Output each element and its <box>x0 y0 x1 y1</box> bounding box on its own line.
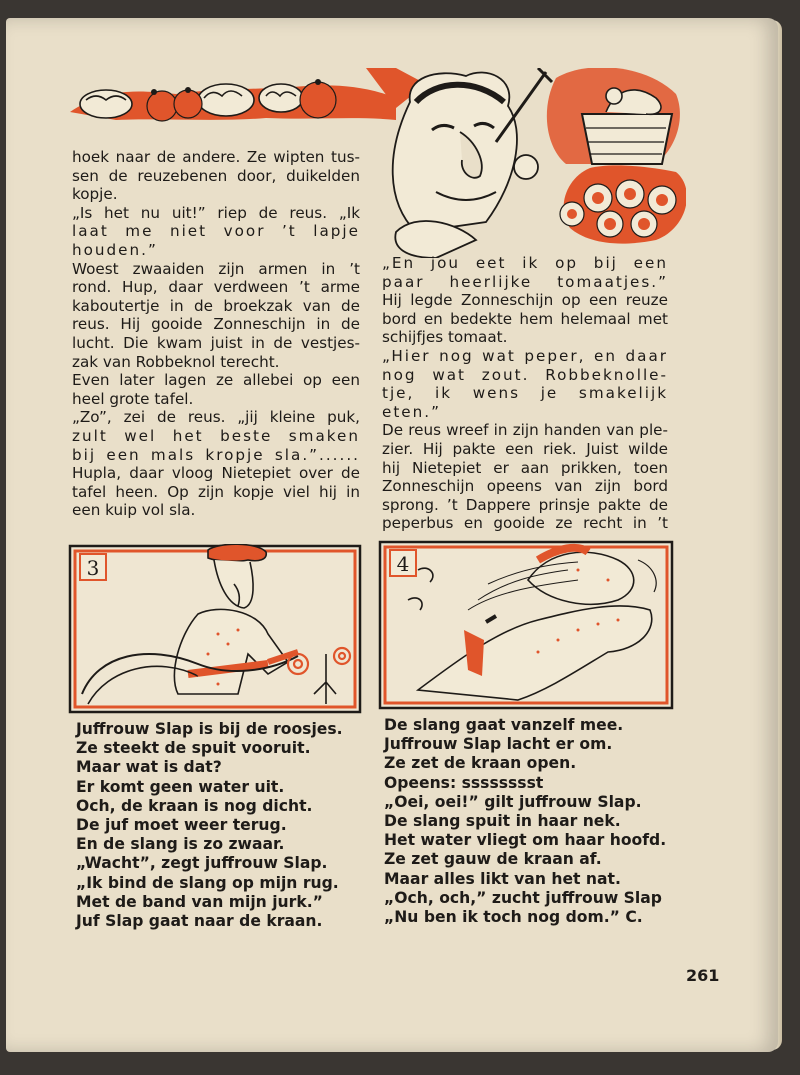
story-line: zier. Hij pakte een riek. Juist wilde <box>382 439 668 458</box>
caption-line: „Och, och,” zucht juffrouw Slap <box>384 888 662 907</box>
story-line: heel grote tafel. <box>72 389 194 408</box>
story-line: „Hier nog wat peper, en daar <box>382 346 668 365</box>
comic-panel-3 <box>68 544 362 714</box>
story-line: Woest zwaaiden zijn armen in ’t <box>72 259 360 278</box>
caption-line: Ze zet de kraan open. <box>384 754 577 773</box>
story-line: tafel heen. Op zijn kopje viel hij in <box>72 482 360 501</box>
caption-line: „Nu ben ik toch nog dom.” C. <box>384 908 643 927</box>
caption-line: Met de band van mijn jurk.” <box>76 892 323 911</box>
story-line: lucht. Die kwam juist in de vestjes- <box>72 333 360 352</box>
story-line: „Is het nu uit!” riep de reus. „Ik <box>72 203 360 222</box>
story-line: Hij legde Zonneschijn op een reuze <box>382 291 668 310</box>
story-line: nog wat zout. Robbeknolle- <box>382 365 668 384</box>
story-line: paar heerlijke tomaatjes.” <box>382 272 668 291</box>
caption-line: Och, de kraan is nog dicht. <box>76 796 313 815</box>
caption-line: Ze steekt de spuit vooruit. <box>76 739 311 758</box>
story-line: reus. Hij gooide Zonneschijn in de <box>72 315 360 334</box>
story-line: „En jou eet ik op bij een <box>382 254 668 272</box>
caption-line: Ze zet gauw de kraan af. <box>384 850 602 869</box>
caption-line: „Oei, oei!” gilt juffrouw Slap. <box>384 792 642 811</box>
story-line: kaboutertje in de broekzak van de <box>72 296 360 315</box>
caption-line: En de slang is zo zwaar. <box>76 835 285 854</box>
caption-line: Juf Slap gaat naar de kraan. <box>76 912 323 931</box>
story-line: schijfjes tomaat. <box>382 328 508 347</box>
story-line: Zonneschijn opeens van zijn bord <box>382 477 668 496</box>
story-line: hij Nietepiet er aan prikken, toen <box>382 458 668 477</box>
story-line: „Zo”, zei de reus. „jij kleine puk, <box>72 408 360 427</box>
story-line: zak van Robbeknol terecht. <box>72 352 280 371</box>
comic-panel-4 <box>378 540 674 710</box>
caption-line: De slang gaat vanzelf mee. <box>384 716 624 734</box>
caption-line: De juf moet weer terug. <box>76 816 287 835</box>
panel-4-caption <box>384 716 666 927</box>
caption-line: Juffrouw Slap is bij de roosjes. <box>76 720 343 738</box>
caption-line: Maar wat is dat? <box>76 758 222 777</box>
page-number: 261 <box>686 966 720 985</box>
panel-4-number: 4 <box>396 552 410 576</box>
story-line: sen de reuzebenen door, duikelden <box>72 166 360 185</box>
story-line: houden.” <box>72 240 158 259</box>
panel-3-number: 3 <box>86 556 100 580</box>
caption-line: „Wacht”, zegt juffrouw Slap. <box>76 854 328 873</box>
story-line: laat me niet voor ’t lapje <box>72 222 360 241</box>
story-line: peperbus en gooide ze recht in ’t <box>382 514 668 533</box>
story-line: hoek naar de andere. Ze wipten tus- <box>72 148 360 166</box>
caption-line: Er komt geen water uit. <box>76 777 285 796</box>
caption-line: De slang spuit in haar nek. <box>384 812 621 831</box>
caption-line: Het water vliegt om haar hoofd. <box>384 831 667 850</box>
story-line: Hupla, daar vloog Nietepiet over de <box>72 464 360 483</box>
story-line: sprong. ’t Dappere prinsje pakte de <box>382 495 668 514</box>
story-line: rond. Hup, daar verdween ’t arme <box>72 278 360 297</box>
story-line: kopje. <box>72 185 118 204</box>
story-line: Even later lagen ze allebei op een <box>72 371 360 390</box>
caption-line: Juffrouw Slap lacht er om. <box>384 735 613 754</box>
story-line: bij een mals kropje sla.”...... <box>72 445 360 464</box>
panel-3-caption <box>76 720 343 931</box>
story-line: zult wel het beste smaken <box>72 426 360 445</box>
caption-line: „Ik bind de slang op mijn rug. <box>76 873 339 892</box>
story-left-column <box>72 148 360 520</box>
story-line: tje, ik wens je smakelijk eten.” <box>382 384 668 421</box>
story-line: De reus wreef in zijn handen van ple- <box>382 421 668 440</box>
caption-line: Maar alles likt van het nat. <box>384 869 621 888</box>
story-line: een kuip vol sla. <box>72 501 196 520</box>
story-right-column <box>382 254 668 533</box>
caption-line: Opeens: sssssssst <box>384 773 544 792</box>
story-line: bord en bedekte hem helemaal met <box>382 309 668 328</box>
